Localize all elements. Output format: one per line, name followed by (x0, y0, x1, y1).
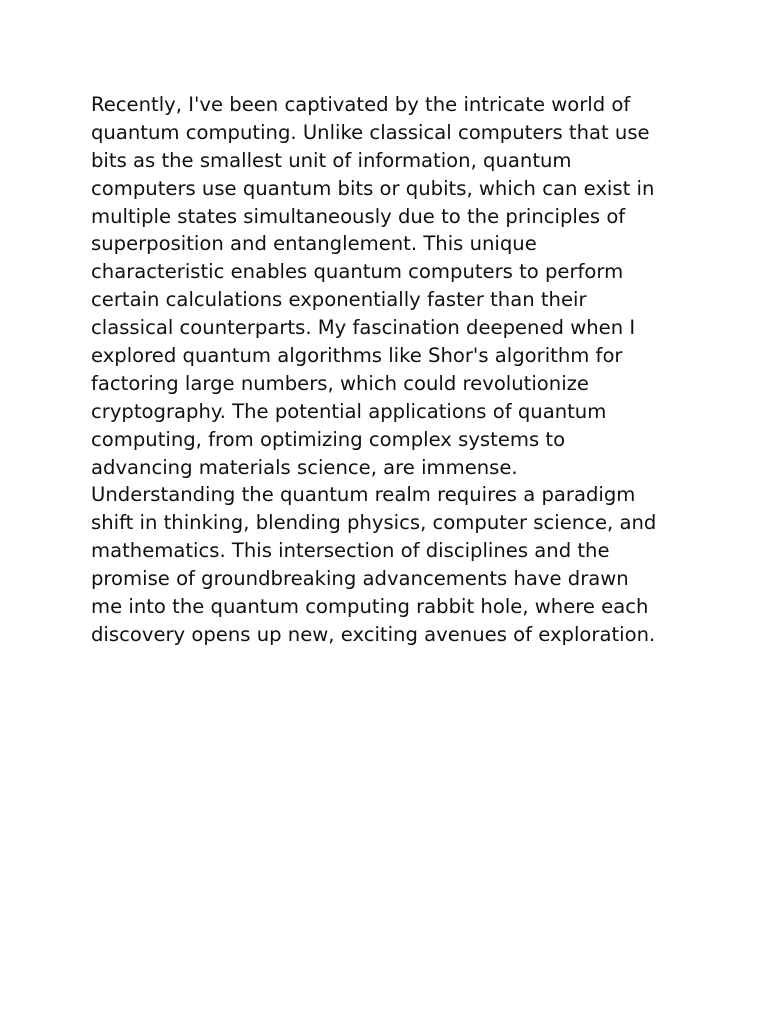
paragraph-line: quantum computing. Unlike classical computers that use (91, 120, 650, 144)
paragraph-line: Recently, I've been captivated by the intricate world of (91, 93, 631, 116)
paragraph-line: classical counterparts. My fascination deepened when I (91, 316, 636, 340)
body-paragraph (91, 91, 691, 649)
paragraph-line: cryptography. The potential applications of quantum (91, 399, 607, 423)
paragraph-line: multiple states simultaneously due to the principles of (91, 204, 626, 228)
paragraph-line: shift in thinking, blending physics, computer science, and (91, 511, 657, 535)
paragraph-line: me into the quantum computing rabbit hole, where each (91, 595, 649, 619)
paragraph-line: promise of groundbreaking advancements have drawn (91, 567, 629, 591)
paragraph-line: mathematics. This intersection of disciplines and the (91, 539, 610, 563)
paragraph-line: characteristic enables quantum computers to perform (91, 260, 624, 284)
paragraph-line: explored quantum algorithms like Shor's algorithm for (91, 344, 623, 368)
paragraph-line: bits as the smallest unit of information, quantum (91, 148, 572, 172)
paragraph-line: computing, from optimizing complex systems to (91, 427, 566, 451)
paragraph-line: Understanding the quantum realm requires a paradigm (91, 483, 636, 507)
paragraph-line: factoring large numbers, which could revolutionize (91, 371, 589, 395)
paragraph-line: certain calculations exponentially faster than their (91, 288, 587, 312)
paragraph-line: superposition and entanglement. This unique (91, 232, 537, 256)
paragraph-line: advancing materials science, are immense. (91, 455, 518, 479)
paragraph-line: discovery opens up new, exciting avenues of exploration. (91, 622, 656, 646)
paragraph-line: computers use quantum bits or qubits, which can exist in (91, 176, 655, 200)
